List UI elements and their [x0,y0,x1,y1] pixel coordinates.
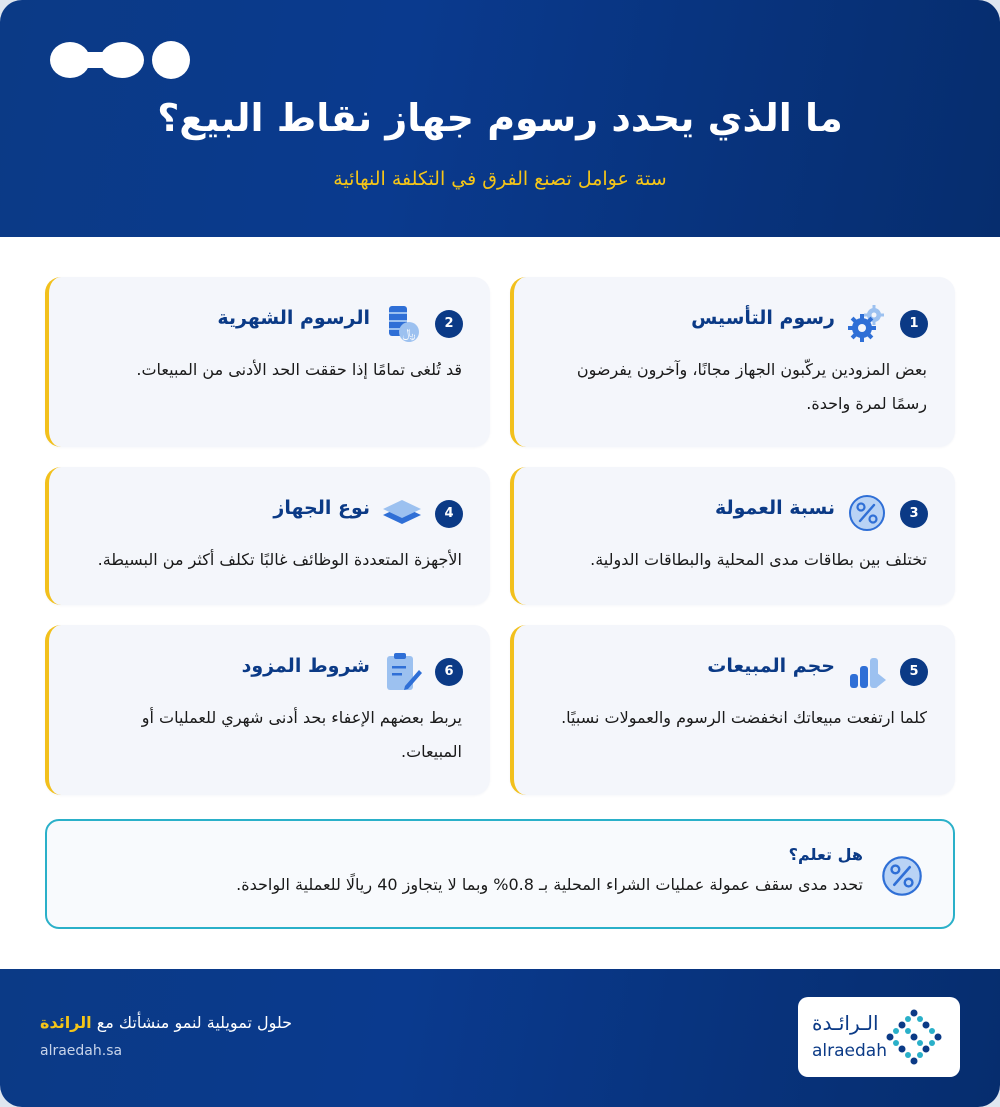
coin-stack-icon [380,301,424,345]
card-number-badge: 4 [435,500,463,528]
card-title: شروط المزود [241,655,370,677]
card-description: قد تُلغى تمامًا إذا حققت الحد الأدنى من المبيعات. [136,360,462,379]
factor-card-device-type [45,467,490,605]
fact-text: تحدد مدى سقف عمولة عمليات الشراء المحلية بـ 0.8% وبما لا يتجاوز 40 ريالًا للعملية الواحدة. [236,875,863,894]
factor-card-setup-fees [510,277,955,447]
percent-icon [845,491,889,535]
card-description: تختلف بين بطاقات مدى المحلية والبطاقات الدولية. [590,550,927,569]
card-description: يربط بعضهم الإعفاء بحد أدنى شهري للعمليات أو المبيعات. [141,708,462,761]
factor-card-sales-volume [510,625,955,795]
card-number-badge: 6 [435,658,463,686]
logo-arabic-text: الـرائـدة [812,1011,879,1035]
footer-banner [0,969,1000,1107]
footer-tagline [40,1013,292,1032]
bar-chart-icon [845,649,889,693]
fact-title: هل تعلم؟ [788,845,863,864]
tagline-brand: الرائدة [40,1013,92,1032]
header-banner [0,0,1000,237]
card-title: الرسوم الشهرية [217,307,370,329]
website-link[interactable]: alraedah.sa [40,1043,123,1059]
svg-text:﷼: ﷼ [402,326,416,340]
factor-card-commission-rate [510,467,955,605]
card-number-badge: 1 [900,310,928,338]
factor-card-monthly-fees [45,277,490,447]
card-description: الأجهزة المتعددة الوظائف غالبًا تكلف أكثر من البسيطة. [97,550,462,569]
card-description: كلما ارتفعت مبيعاتك انخفضت الرسوم والعمولات نسبيًا. [561,708,927,727]
card-title: رسوم التأسيس [691,307,835,329]
logo-english-text: alraedah [812,1041,887,1061]
card-number-badge: 5 [900,658,928,686]
card-title: نوع الجهاز [273,497,370,519]
tagline-text: حلول تمويلية لنمو منشأتك مع [96,1013,293,1032]
page-title: ما الذي يحدد رسوم جهاز نقاط البيع؟ [157,96,843,140]
alraedah-mark-icon [884,1007,944,1067]
percent-icon [879,853,925,899]
clipboard-icon [380,649,424,693]
card-number-badge: 2 [435,310,463,338]
page-subtitle: ستة عوامل تصنع الفرق في التكلفة النهائية [333,168,667,190]
card-number-badge: 3 [900,500,928,528]
brand-dots-icon [50,40,190,80]
did-you-know-box [45,819,955,929]
card-description: بعض المزودين يركّبون الجهاز مجانًا، وآخرون يفرضون رسمًا لمرة واحدة. [576,360,927,413]
gears-icon [845,301,889,345]
factor-card-provider-terms [45,625,490,795]
alraedah-logo[interactable] [798,997,960,1077]
layers-icon [380,491,424,535]
card-title: حجم المبيعات [707,655,835,677]
card-title: نسبة العمولة [714,497,835,519]
